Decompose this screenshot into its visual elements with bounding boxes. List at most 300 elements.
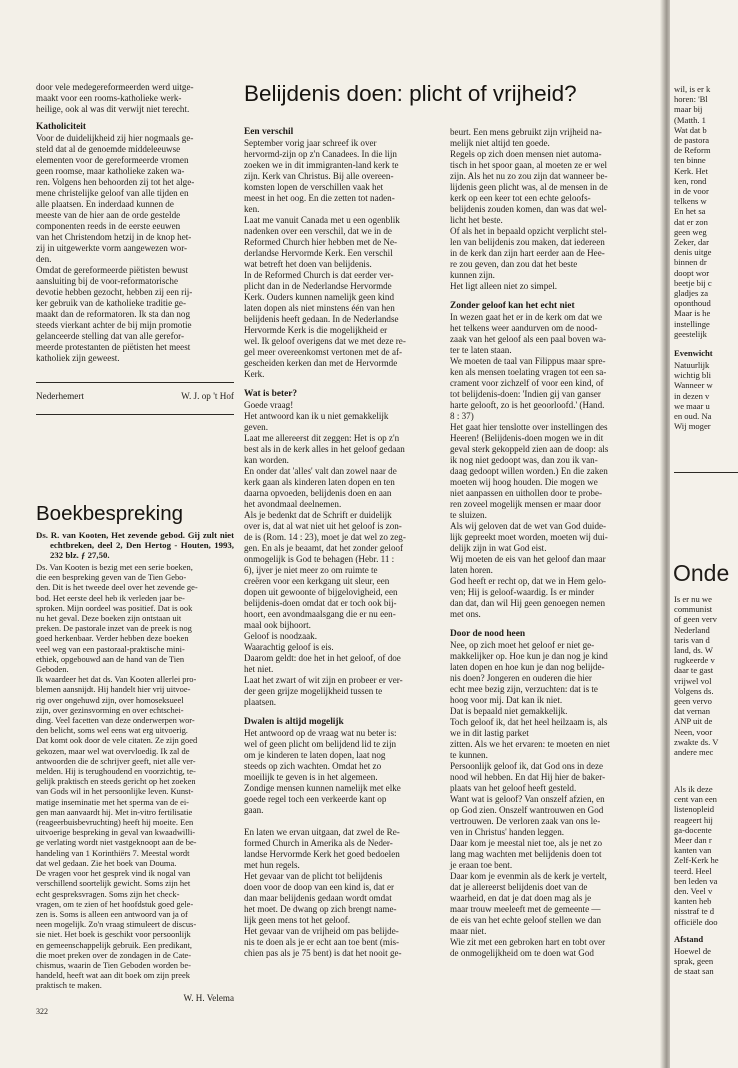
text-line: nood wil hebben. En dat Hij hier de baker- [450,772,606,782]
right-page-heading-evenwicht: Evenwicht [674,348,713,358]
left-column [36,82,234,415]
text-line: harte gelooft, zo is het geoorloofd.' (Hand. [450,400,605,410]
text-line: elementen voor de gereformeerde vromen [36,155,189,165]
text-line: het niet. [244,664,274,674]
text-line: Hervormde Kerk is die mogelijkheid er [244,325,388,335]
text-line: lijk gepreekt moet worden, moeten wij dui- [450,532,608,542]
text-line: meeste van de hier aan de orde gestelde [36,210,181,220]
book-info: Ds. R. van Kooten, Het zevende gebod. Gij zult niet echtbreken, deel 2, Den Hertog - Houten, 1993, 232 blz. ƒ 27,50. [36,530,234,560]
text-line: len van belijdenis zou maken, dat iedereen [450,237,605,247]
text-line: laten dopen en hoe kun je dan nog belijde- [450,662,605,672]
text-line: Daar kom je evenmin als de kerk je vertelt, [450,871,607,881]
text-line: Als ik deze [674,784,713,794]
text-line: der geen grijze mogelijkheid tussen te [244,686,383,696]
text-line: creëren voor een kerkgang uit sleur, een [244,576,390,586]
text-line: Het ligt alleen niet zo simpel. [450,281,558,291]
text-line: plaats van het geloof heeft gesteld. [450,783,577,793]
text-line: nisstraf te d [674,906,715,917]
text-line: Kerk. Ouders kunnen namelijk geen kind [244,292,395,302]
text-line: maar trouw meeleeft met de gemeente — [450,904,601,914]
text-line: dan dat, dan wil Hij geen genoegen nemen [450,598,606,608]
text-line: we in dit lastig parket [450,728,529,738]
text-line: bod. Het eerste deel heb ik verleden jaar be- [36,592,185,603]
text-line: ik nog niet gedoopt was, dan zou ik van- [450,455,598,465]
article-subheading: Wat is beter? [244,389,298,399]
text-line: Laat me allereerst dit zeggen: Het is op z'n [244,433,400,443]
divider [674,472,738,473]
text-line: meest in het oog. En die zetten tot naden- [244,193,395,203]
text-line: horen: 'Bl [674,94,708,105]
right-page [670,0,738,1068]
text-line: Het gaat hier tenslotte over instellingen des [450,422,608,432]
text-line: Zeker, dar [674,237,709,248]
text-line: devotie hebben gezocht, hebben zij een rij- [36,287,193,297]
text-line: Wij moger [674,421,711,432]
text-line: wat betreft het doen van belijdenis. [244,259,372,269]
text-line: lang mag wachten met belijdenis doen tot [450,849,602,859]
text-line: te sluizen. [450,510,487,520]
text-line: denis uitge [674,247,712,258]
right-page-bottom-text [674,784,738,927]
text-line: daarna opvoeden, belijdenis doen en aan [244,488,392,498]
text-line: melden. Hij is terughoudend en voorzichtig, te- [36,766,196,777]
text-line: steeds op zich wachten. Omdat het zo [244,761,382,771]
text-line: of geen verv [674,614,717,625]
text-line: den. Veel v [674,886,713,897]
text-line: den. Dit is het tweede deel over het zevende ge- [36,582,198,593]
text-line: De vragen voor het gesprek vind ik nogal van [36,868,191,879]
text-line: ANP uit de [674,716,713,727]
text-line: gekozen, maar wel wat overvloedig. Ik zal de [36,745,190,756]
text-line: blemen aansnijdt. Hij handelt hier vrij uitvoe- [36,684,191,695]
text-line: zaak van het geloof als een paal boven wa- [450,334,607,344]
text-line: beurt. Een mens gebruikt zijn vrijheid na- [450,127,602,137]
text-line: sie niet. Het boek is geschikt voor persoonlijk [36,929,191,940]
text-line: steeds vierkant achter de bij mijn promotie [36,320,192,330]
text-line: reageert hij [674,814,713,825]
text-line: gelanceerde stelling dat van alle gerefor- [36,331,185,341]
text-line: Wat dat b [674,124,707,135]
text-line: goed herkenbaar. Verder hebben deze boeken [36,633,189,644]
article-subheading: Door de nood heen [450,629,526,639]
text-line: waarheid, en dat je dat doen mag als je [450,893,592,903]
text-line: teerd. Heel [674,865,712,876]
text-line: land, ds. W [674,645,713,656]
text-line: geen vervo [674,696,712,707]
text-line: zen is. Soms is alleen een antwoord van ja of [36,908,188,919]
text-line: chismus, waarin de Tien Geboden worden be- [36,959,191,970]
text-line: uitvoerige bespreking in geval van kwaadwilli- [36,827,196,838]
article-paragraph [450,127,648,292]
text-line: geven. [244,422,268,432]
text-line: gescheiden kerken dan met de Hervormde [244,358,398,368]
text-line: Dat is bepaald niet gemakkelijk. [450,706,568,716]
text-line: en oud. Na [674,411,712,422]
katholiciteit-paragraph [36,133,234,364]
text-line: ven; Hij is geloof-waardig. Is er minder [450,587,595,597]
text-line: (reageerbuisbevruchting) heeft hij moeite. Een [36,817,194,828]
text-line: nu het geval. Deze boeken zijn ontstaan uit [36,613,182,624]
text-line: crament voor zichzelf of voor een kind, of [450,378,604,388]
text-line: beetje bij c [674,277,712,288]
text-line: alle plaatsen. En inderdaad kunnen de [36,199,174,209]
text-line: en gemeenschappelijk gebruik. Een predikant, [36,939,193,950]
text-line: geen roomse, maar katholieke zaken wa- [36,166,185,176]
article-paragraph [244,728,440,959]
text-line: met ons. [450,609,481,619]
text-line: Omdat de gereformeerde piëtisten bewust [36,265,189,275]
text-line: best als in de kerk alles in het geloof gedaan [244,444,405,454]
text-line: Goede vraag! [244,400,294,410]
text-line: wel. Ik geloof overigens dat we met deze re- [244,336,406,346]
text-line: komsten lopen de verschillen vaak het [244,182,384,192]
text-line: lijdenis geen plicht was, al de mensen in de [450,182,608,192]
text-line: Laat me vanuit Canada met u een ogenblik [244,215,400,225]
text-line: In de Reformed Church is dat eerder ver- [244,270,394,280]
text-line: vragen, om te zien of het hoofdstuk goed gele- [36,898,194,909]
text-line: formed Church in Amerika als de Neder- [244,838,393,848]
text-line: door vele medegereformeerden werd uitge- [36,82,194,92]
text-line: echt gespreksvragen. Soms zijn het check- [36,888,180,899]
text-line: delijk zijn in wat God eist. [450,543,547,553]
text-line: we maar u [674,400,710,411]
text-line: 8 : 37) [450,411,474,421]
text-line: Laat het zwart of wit zijn en probeer er ver- [244,675,403,685]
text-line: 6), ijver je niet meer zo om ruimte te [244,565,378,575]
text-line: gel meer overeenkomst vertonen met de af- [244,347,403,357]
text-line: dat wel gedaan. Zie het boek van Douma. [36,857,177,868]
text-line: het moet. De dwang op zich brengt name- [244,904,397,914]
text-line: de eis van het echte geloof stellen we dan [450,915,601,925]
signature-place: Nederhemert [36,391,84,401]
text-line: Kerk. Het [674,165,708,176]
text-line: Ds. Van Kooten is bezig met een serie boeken, [36,562,193,572]
text-line: componenten reeds in de eerste eeuwen [36,221,181,231]
text-line: ken, rond [674,175,707,186]
text-line: van Gods wil in het persoonlijke leven. Kunst- [36,786,194,797]
text-line: de staat san [674,966,714,977]
text-line: kunnen zijn. [450,270,495,280]
article-subheading: Dwalen is altijd mogelijk [244,717,344,727]
text-line: Het antwoord op de vraag wat nu beter is: [244,728,397,738]
text-line: Nee, op zich moet het geloof er niet ge- [450,640,595,650]
book-review-title: Boekbespreking [36,502,184,525]
text-line: tot belijdenis-doen: 'Indien gij van ganser [450,389,601,399]
right-page-top-text [674,84,738,339]
text-line: ten binne [674,155,706,166]
text-line: Daar kom je meestal niet toe, als je net zo [450,838,603,848]
text-line: kerk op een keer tot een echte geloofs- [450,193,591,203]
text-line: kanten van [674,845,712,856]
text-line: ren zoveel mogelijk mensen er maar door [450,499,601,509]
text-line: dan maar belijdenis gedaan wordt omdat [244,893,392,903]
text-line: handeld, heeft wat aan dit boek om zijn preek [36,970,190,981]
text-line: te kunnen. [450,750,488,760]
text-line: vertrouwen. De verloren zaak van ons le- [450,816,601,826]
text-line: wichtig bli [674,370,711,381]
article-column-2 [450,127,648,959]
text-line: ter te laten staan. [450,345,512,355]
text-line: meerde protestanten de piëtisten het meest [36,342,191,352]
text-line: verschillend soortelijk gewicht. Soms zijn het [36,878,191,889]
text-line: preken. De pastorale inzet van de preek is nog [36,623,192,634]
text-line: Waarachtig geloof is eis. [244,642,334,652]
text-line: het avondmaal deelnemen. [244,499,342,509]
text-line: op God zien. Onszelf wantrouwen en God [450,805,604,815]
page-number: 322 [36,1007,48,1016]
text-line: En het sa [674,206,706,217]
text-line: maakt voor een rooms-katholieke werk- [36,93,182,103]
text-line: zij in uitgewerkte vorm aangewezen wor- [36,243,188,253]
text-line: tisch in het spoor gaan, al moeten ze er wel [450,160,608,170]
text-line: belijdenis heeft gedaan. In de Nederlandse [244,314,399,324]
right-page-lower-text [674,594,738,757]
text-line: moeten wij hoog houden. Die mogen we [450,477,598,487]
text-line: die moet preken over de zondagen in de Cate- [36,949,192,960]
text-line: dat er zon [674,216,708,227]
intro-paragraph [36,82,234,115]
text-line: doopt wor [674,267,710,278]
text-line: Zelf-Kerk he [674,855,719,866]
article-paragraph [450,640,648,959]
text-line: Ik waardeer het dat ds. Van Kooten allerlei pro- [36,674,197,685]
text-line: zijn. Kerk van Christus. Bij alle overeen- [244,171,394,181]
text-line: veel weg van een pastoraal-praktische mini- [36,643,185,654]
text-line: taris van d [674,634,710,645]
text-line: Het gevaar van de vrijheid om pas belijde- [244,926,399,936]
text-line: Kerk. [244,369,265,379]
text-line: aansluiting bij de voor-reformatorische [36,276,178,286]
text-line: van het Christendom hetzij in de knop het- [36,232,192,242]
article-paragraph [450,312,648,620]
text-line: God heeft er recht op, dat we in Hem gelo- [450,576,607,586]
right-page-title: Onde [673,560,730,586]
text-line: echt mee bezig zijn, verzuchten: dat is te [450,684,598,694]
text-line: Het antwoord kan ik u niet gemakkelijk [244,411,389,421]
article-paragraph [244,400,440,708]
text-line: kanten heb [674,896,712,907]
text-line: niet aanpassen en uithollen door te probe- [450,488,603,498]
text-line: den. [36,254,52,264]
text-line: het telkens weer aandurven om de nood- [450,323,598,333]
text-line: gen man aanvaardt hij. Met in-vitro fertilisatie [36,806,193,817]
text-line: maakt dan de reformatoren. Ik sta dan nog [36,309,191,319]
text-line: zijn. Als het nu zo zou zijn dat wanneer be- [450,171,608,181]
right-page-mid-text [674,360,738,431]
text-line: In wezen gaat het er in de kerk om dat we [450,312,603,322]
text-line: Wij moeten de eis van het geloof dan maar [450,554,606,564]
text-line: Het gevaar van de plicht tot belijdenis [244,871,383,881]
text-line: zoeken we in dit immigranten-land kerk te [244,160,399,170]
text-line: heilige, ook al was dit verwijt niet terecht. [36,104,190,114]
article-subheading: Zonder geloof kan het echt niet [450,301,575,311]
text-line: onmogelijk is God te behagen (Hebr. 11 : [244,554,395,564]
text-line: in de voor [674,186,709,197]
text-line: nadenken over een verschil, dat we in de [244,226,392,236]
text-line: laten horen. [450,565,493,575]
text-line: derlandse Hervormde Kerk. Een verschil [244,248,393,258]
text-line: Geboden. [36,664,69,675]
text-line: kan worden. [244,455,289,465]
article-title: Belijdenis doen: plicht of vrijheid? [244,81,577,106]
text-line: gen. En als je beaamt, dat het zonder geloof [244,543,404,553]
text-line: Volgens ds. [674,685,714,696]
text-line: om je kinderen te laten dopen, laat nog [244,750,386,760]
text-line: Neen, voor [674,726,713,737]
text-line: En onder dat 'alles' valt dan zowel naar de [244,466,397,476]
text-line: maal ook bijhoort. [244,620,311,630]
text-line: Want wat is geloof? Van onszelf afzien, en [450,794,605,804]
text-line: September vorig jaar schreef ik over [244,138,377,148]
text-line: dopen uit gewoonte of bijgelovigheid, een [244,587,398,597]
text-line: ken als mensen toelating vragen tot een sa- [450,367,607,377]
text-line: die een bespreking geven van de Tien Gebo- [36,572,187,583]
review-text [36,562,234,991]
text-line: de Reform [674,145,711,156]
text-line: Maar is he [674,308,711,319]
divider [36,382,234,383]
text-line: zijn, over gezinsvorming en over echtschei- [36,704,184,715]
text-line: maar niet. [450,926,487,936]
text-line: vrijwel vol [674,675,712,686]
text-line: geestelijk [674,328,707,339]
text-line: Als je bedenkt dat de Schrift er duidelijk [244,510,392,520]
signature-row [36,391,234,402]
text-line: Regels op zich doen mensen niet automa- [450,149,602,159]
text-line: Geloof is noodzaak. [244,631,317,641]
text-line: belijdenis-doen omdat dat er toch ook bij- [244,598,397,608]
text-line: geval sterk gekoppeld zien aan de doop: als [450,444,609,454]
text-line: den belicht, soms wel eens wat erg uitvoerig. [36,725,188,736]
text-line: ethiek, opgebouwd aan de hand van de Tien [36,653,185,664]
text-line: En laten we ervan uitgaan, dat zwel de Re- [244,827,400,837]
text-line: officiële doo [674,916,718,927]
text-line: Of als het in bepaald opzicht verplicht stel- [450,226,607,236]
text-line: Dat komt ook door de vele citaten. Ze zijn goed [36,735,198,746]
text-line: listenopleid [674,804,715,815]
right-page-heading-afstand: Afstand [674,934,704,944]
text-line: lijk geen mens tot het geloof. [244,915,351,925]
text-line: sproken. Mijn oordeel was positief. Dat is ook [36,602,193,613]
section-heading-katholiciteit: Katholiciteit [36,122,86,132]
text-line: oponthoud [674,298,711,309]
text-line: Meer dan r [674,835,712,846]
article-paragraph [244,138,440,380]
text-line: kerk gaan als kinderen laten dopen en ten [244,477,395,487]
divider [36,414,234,415]
text-line: communist [674,604,713,615]
text-line: moeilijk te geven is in het algemeen. [244,772,378,782]
text-line: ding. Veel facetten van deze onderwerpen wor- [36,715,195,726]
text-line: Toch geloof ik, dat het heel heilzaam is, als [450,717,608,727]
text-line: ken. [244,204,260,214]
text-line: andere mec [674,747,714,758]
text-line: de onmogelijkheid om te doen wat God [450,948,594,958]
text-line: dat vernan [674,706,711,717]
text-line: neen mogelijk. Zo'n vraag stimuleert de discus- [36,919,197,930]
text-line: de is (Rom. 14 : 23), moet je dat wel zo zeg- [244,532,406,542]
text-line: chien pas als je 75 bent) is dat het nooit ge- [244,948,402,958]
text-line: ben leden va [674,875,718,886]
text-line: ge verlating wordt niet vastgeknoopt aan de be- [36,837,197,848]
text-line: de pastora [674,135,710,146]
text-line: mene christelijke geloof van alle tijden en [36,188,189,198]
text-line: licht het beste. [450,215,503,225]
right-page-final-text [674,946,738,977]
text-line: goede regel toch een verkeerde kant op [244,794,387,804]
text-line: hoort, een avondmaalsgang die er nu een- [244,609,396,619]
text-line: rig over ongehuwd zijn, over homoseksueel [36,694,184,705]
text-line: gaan. [244,805,264,815]
text-line: nis doen? Jongeren en ouderen die hier [450,673,592,683]
text-line: doen voor de doop van een kind is, dat er [244,882,395,892]
text-line: steld dat al de genoemde middeleeuwse [36,144,181,154]
text-line: cent van een [674,794,717,805]
text-line: handeling van 1 Korinthiërs 7. Meestal wordt [36,847,190,858]
text-line: melijk niet altijd ten goede. [450,138,550,148]
text-line: zwakte ds. V [674,736,719,747]
text-line: Natuurlijk [674,360,710,370]
text-line: zitten. Als we het ervaren: te moeten en niet [450,739,610,749]
text-line: hoog voor mij. Dat kan ik niet. [450,695,563,705]
text-line: Reformed Church hier hebben met de Ne- [244,237,398,247]
text-line: Heeren! (Belijdenis-doen mogen we in dit [450,433,604,443]
article-subheading: Een verschil [244,127,294,137]
text-line: Als wij geloven dat de wet van God duide- [450,521,607,531]
text-line: sprak, geen [674,956,714,967]
text-line: katholiek zijn geweest. [36,353,120,363]
text-line: Daarom geldt: doe het in het geloof, of doe [244,653,401,663]
text-line: hervormd-zijn op z'n Canadees. In die lijn [244,149,397,159]
text-line: (Matth. 1 [674,114,706,125]
text-line: ga-docente [674,824,712,835]
review-signature: W. H. Velema [183,992,234,1003]
signature-author: W. J. op 't Hof [181,391,234,401]
text-line: binnen dr [674,257,707,268]
text-line: landse Hervormde Kerk het goed bedoelen [244,849,400,859]
text-line: antwoorden die de schrijver geeft, niet alle ver- [36,755,196,766]
text-line: plaatsen. [244,697,277,707]
text-line: praktisch te maken. [36,980,102,991]
text-line: Voor de duidelijkheid zij hier nogmaals ge- [36,133,194,143]
text-line: rugkeerde v [674,655,715,666]
text-line: gelijk praktisch en steeds gericht op het zoeken [36,776,196,787]
text-line: Zondige mensen kunnen namelijk met elke [244,783,401,793]
text-line: makkelijker op. Hoe kun je dan nog je kind [450,651,608,661]
text-line [244,816,440,827]
text-line: ren. Volgens hen behoorden zij tot het alge- [36,177,195,187]
text-line: ven in Christus' handen leggen. [450,827,565,837]
text-line: je eraan toe bent. [450,860,513,870]
text-line: in de kerk dan zijn hart eerder aan de Hee- [450,248,605,258]
text-line: in dezen v [674,390,710,401]
text-line: ker gebruik van de katholieke traditie ge- [36,298,186,308]
book-review-column [36,530,234,1004]
text-line: nis te doen als je er echt aan toe bent (mis- [244,937,400,947]
article-column-1 [244,127,440,959]
text-line: Is er nu we [674,594,712,604]
text-line: re zou geven, dan zou dat het beste [450,259,578,269]
text-line: gladjes za [674,288,709,299]
text-line: met hun regels. [244,860,300,870]
text-line: We moeten de taal van Filippus maar spre- [450,356,606,366]
text-line: matige inseminatie met het sperma van de ei- [36,796,189,807]
text-line: dat je allereerst belijdenis doet van de [450,882,588,892]
text-line: laten dopen als niet minstens één van hen [244,303,395,313]
text-line: over is, dat al wat niet uit het geloof is zon- [244,521,402,531]
text-line: Wie zit met een gebroken hart en tobt over [450,937,606,947]
text-line: telkens w [674,196,707,207]
